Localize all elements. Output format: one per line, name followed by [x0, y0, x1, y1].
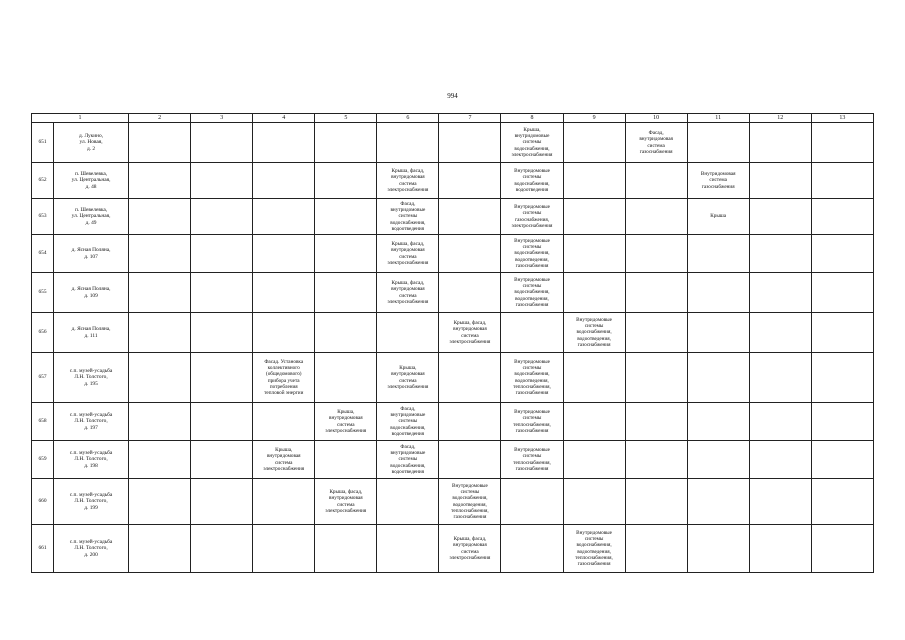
work-cell-4 [253, 525, 315, 573]
work-cell-7: Крыша, фасад, внутридомовая система электроснабжения [439, 313, 501, 353]
work-cell-8 [501, 525, 563, 573]
work-cell-13 [811, 525, 873, 573]
column-header: 13 [811, 114, 873, 123]
address-cell: с.п. музей-усадьба Л.Н. Толстого, д. 198 [54, 441, 129, 479]
work-cell-9 [563, 273, 625, 313]
work-cell-3 [191, 441, 253, 479]
column-header: 6 [377, 114, 439, 123]
work-cell-6: Фасад, внутридомовые системы водоснабжения, водоотведения [377, 441, 439, 479]
work-cell-5 [315, 525, 377, 573]
work-cell-3 [191, 353, 253, 403]
column-header: 12 [749, 114, 811, 123]
work-cell-11 [687, 479, 749, 525]
work-cell-3 [191, 235, 253, 273]
work-cell-4 [253, 273, 315, 313]
work-cell-4 [253, 403, 315, 441]
work-cell-12 [749, 123, 811, 163]
work-cell-13 [811, 403, 873, 441]
work-cell-6: Крыша, фасад, внутридомовая система электроснабжения [377, 235, 439, 273]
table-row [32, 273, 874, 313]
work-cell-8: Крыша, внутридомовые системы водоснабжения, электроснабжения [501, 123, 563, 163]
column-header: 9 [563, 114, 625, 123]
work-cell-10 [625, 441, 687, 479]
row-number-cell: 659 [32, 441, 54, 479]
address-cell: п. Шевелевка, ул. Центральная, д. 49 [54, 199, 129, 235]
row-number-cell: 660 [32, 479, 54, 525]
work-cell-12 [749, 313, 811, 353]
work-cell-13 [811, 441, 873, 479]
work-cell-2 [129, 273, 191, 313]
work-cell-7 [439, 235, 501, 273]
work-cell-2 [129, 479, 191, 525]
work-cell-12 [749, 353, 811, 403]
work-cell-8: Внутридомовые системы водоснабжения, водоотведения, газоснабжения [501, 273, 563, 313]
work-cell-5 [315, 313, 377, 353]
work-cell-6 [377, 123, 439, 163]
work-cell-7 [439, 123, 501, 163]
work-cell-10 [625, 273, 687, 313]
work-cell-2 [129, 353, 191, 403]
work-cell-4 [253, 479, 315, 525]
work-cell-8: Внутридомовые системы теплоснабжения, газоснабжения [501, 403, 563, 441]
column-header: 5 [315, 114, 377, 123]
work-cell-7 [439, 163, 501, 199]
work-cell-7 [439, 403, 501, 441]
work-cell-12 [749, 403, 811, 441]
work-cell-12 [749, 525, 811, 573]
work-cell-13 [811, 235, 873, 273]
column-header: 7 [439, 114, 501, 123]
work-cell-5 [315, 441, 377, 479]
work-cell-6 [377, 479, 439, 525]
row-number-cell: 652 [32, 163, 54, 199]
work-cell-10 [625, 353, 687, 403]
work-cell-13 [811, 123, 873, 163]
work-cell-12 [749, 199, 811, 235]
work-cell-12 [749, 441, 811, 479]
work-cell-7: Внутридомовые системы водоснабжения, водоотведения, теплоснабжения, газоснабжения [439, 479, 501, 525]
work-cell-7 [439, 273, 501, 313]
work-cell-4: Крыша, внутридомовая система электроснабжения [253, 441, 315, 479]
work-cell-8 [501, 479, 563, 525]
work-cell-3 [191, 199, 253, 235]
work-cell-9 [563, 199, 625, 235]
table-row [32, 403, 874, 441]
work-cell-4 [253, 235, 315, 273]
work-cell-3 [191, 123, 253, 163]
table-row [32, 163, 874, 199]
work-cell-5 [315, 273, 377, 313]
work-cell-12 [749, 273, 811, 313]
work-cell-6 [377, 313, 439, 353]
work-cell-4 [253, 313, 315, 353]
work-cell-3 [191, 273, 253, 313]
work-cell-8: Внутридомовые системы водоснабжения, водоотведения, теплоснабжения, газоснабжения [501, 353, 563, 403]
work-cell-3 [191, 479, 253, 525]
work-cell-7: Крыша, фасад, внутридомовая система электроснабжения [439, 525, 501, 573]
work-cell-11 [687, 525, 749, 573]
work-cell-3 [191, 525, 253, 573]
row-number-cell: 651 [32, 123, 54, 163]
work-cell-2 [129, 163, 191, 199]
table-row [32, 441, 874, 479]
work-cell-3 [191, 403, 253, 441]
work-cell-9 [563, 403, 625, 441]
work-cell-13 [811, 353, 873, 403]
column-header: 2 [129, 114, 191, 123]
work-cell-13 [811, 163, 873, 199]
work-cell-9: Внутридомовые системы водоснабжения, водоотведения, теплоснабжения, газоснабжения [563, 525, 625, 573]
work-cell-5 [315, 123, 377, 163]
work-cell-5 [315, 235, 377, 273]
work-cell-2 [129, 123, 191, 163]
header-row [32, 114, 874, 123]
address-cell: с.п. музей-усадьба Л.Н. Толстого, д. 197 [54, 403, 129, 441]
work-cell-13 [811, 479, 873, 525]
work-cell-9 [563, 123, 625, 163]
work-cell-13 [811, 313, 873, 353]
column-header: 4 [253, 114, 315, 123]
work-cell-13 [811, 273, 873, 313]
work-cell-11 [687, 353, 749, 403]
column-header: 3 [191, 114, 253, 123]
work-cell-11 [687, 235, 749, 273]
work-cell-2 [129, 525, 191, 573]
table-body [32, 123, 874, 573]
work-cell-11 [687, 123, 749, 163]
work-cell-6: Крыша, фасад, внутридомовая система электроснабжения [377, 273, 439, 313]
work-cell-11 [687, 403, 749, 441]
address-cell: с.п. музей-усадьба Л.Н. Толстого, д. 195 [54, 353, 129, 403]
work-cell-11 [687, 313, 749, 353]
work-cell-8 [501, 313, 563, 353]
work-cell-9 [563, 235, 625, 273]
work-cell-7 [439, 353, 501, 403]
address-cell: п. Шевелевка, ул. Центральная, д. 48 [54, 163, 129, 199]
work-cell-4: Фасад. Установка коллективного (общедомового) прибора учета потребления тепловой энергии [253, 353, 315, 403]
address-cell: д. Ясная Поляна, д. 107 [54, 235, 129, 273]
work-cell-8: Внутридомовые системы водоснабжения, водоотведения [501, 163, 563, 199]
work-cell-9 [563, 353, 625, 403]
work-cell-8: Внутридомовые системы теплоснабжения, газоснабжения [501, 441, 563, 479]
work-cell-13 [811, 199, 873, 235]
address-cell: с.п. музей-усадьба Л.Н. Толстого, д. 199 [54, 479, 129, 525]
table-row [32, 479, 874, 525]
work-cell-5: Крыша, фасад, внутридомовая система электроснабжения [315, 479, 377, 525]
work-cell-6: Фасад, внутридомовые системы водоснабжения, водоотведения [377, 403, 439, 441]
work-cell-2 [129, 403, 191, 441]
work-cell-7 [439, 441, 501, 479]
work-cell-8: Внутридомовые системы газоснабжения, электроснабжения [501, 199, 563, 235]
address-cell: с.п. музей-усадьба Л.Н. Толстого, д. 200 [54, 525, 129, 573]
work-cell-5: Крыша, внутридомовая система электроснабжения [315, 403, 377, 441]
address-cell: д. Ясная Поляна, д. 109 [54, 273, 129, 313]
work-cell-5 [315, 353, 377, 403]
work-cell-4 [253, 163, 315, 199]
row-number-cell: 653 [32, 199, 54, 235]
page-number: 994 [447, 92, 458, 100]
address-cell: д. Ясная Поляна, д. 111 [54, 313, 129, 353]
work-cell-10 [625, 525, 687, 573]
work-cell-11: Крыша [687, 199, 749, 235]
work-cell-9: Внутридомовые системы водоснабжения, водоотведения, газоснабжения [563, 313, 625, 353]
work-cell-3 [191, 163, 253, 199]
table-row [32, 353, 874, 403]
row-number-cell: 656 [32, 313, 54, 353]
row-number-cell: 661 [32, 525, 54, 573]
work-cell-9 [563, 441, 625, 479]
work-cell-9 [563, 163, 625, 199]
work-cell-4 [253, 199, 315, 235]
table-row [32, 525, 874, 573]
work-cell-5 [315, 199, 377, 235]
work-cell-12 [749, 479, 811, 525]
table-row [32, 199, 874, 235]
column-header: 10 [625, 114, 687, 123]
table-row [32, 313, 874, 353]
repair-schedule-table [31, 113, 874, 573]
column-header: 1 [32, 114, 129, 123]
work-cell-10 [625, 199, 687, 235]
table-row [32, 235, 874, 273]
work-cell-6: Крыша, внутридомовая система электроснабжения [377, 353, 439, 403]
work-cell-12 [749, 235, 811, 273]
work-cell-12 [749, 163, 811, 199]
work-cell-6: Фасад, внутридомовые системы водоснабжения, водоотведения [377, 199, 439, 235]
work-cell-4 [253, 123, 315, 163]
work-cell-2 [129, 199, 191, 235]
work-cell-10 [625, 163, 687, 199]
column-header: 8 [501, 114, 563, 123]
work-cell-10 [625, 235, 687, 273]
work-cell-10 [625, 479, 687, 525]
work-cell-8: Внутридомовые системы водоснабжения, водоотведения, газоснабжения [501, 235, 563, 273]
table-row [32, 123, 874, 163]
work-cell-2 [129, 313, 191, 353]
work-cell-6 [377, 525, 439, 573]
work-cell-6: Крыша, фасад, внутридомовая система электроснабжения [377, 163, 439, 199]
work-cell-3 [191, 313, 253, 353]
work-cell-2 [129, 235, 191, 273]
work-cell-11 [687, 273, 749, 313]
work-cell-10: Фасад, внутридомовая система газоснабжения [625, 123, 687, 163]
work-cell-7 [439, 199, 501, 235]
work-cell-2 [129, 441, 191, 479]
address-cell: д. Лукино, ул. Новая, д. 2 [54, 123, 129, 163]
row-number-cell: 658 [32, 403, 54, 441]
work-cell-10 [625, 403, 687, 441]
work-cell-11 [687, 441, 749, 479]
work-cell-9 [563, 479, 625, 525]
row-number-cell: 657 [32, 353, 54, 403]
row-number-cell: 655 [32, 273, 54, 313]
column-header: 11 [687, 114, 749, 123]
work-cell-5 [315, 163, 377, 199]
work-cell-11: Внутридомовая система газоснабжения [687, 163, 749, 199]
row-number-cell: 654 [32, 235, 54, 273]
work-cell-10 [625, 313, 687, 353]
